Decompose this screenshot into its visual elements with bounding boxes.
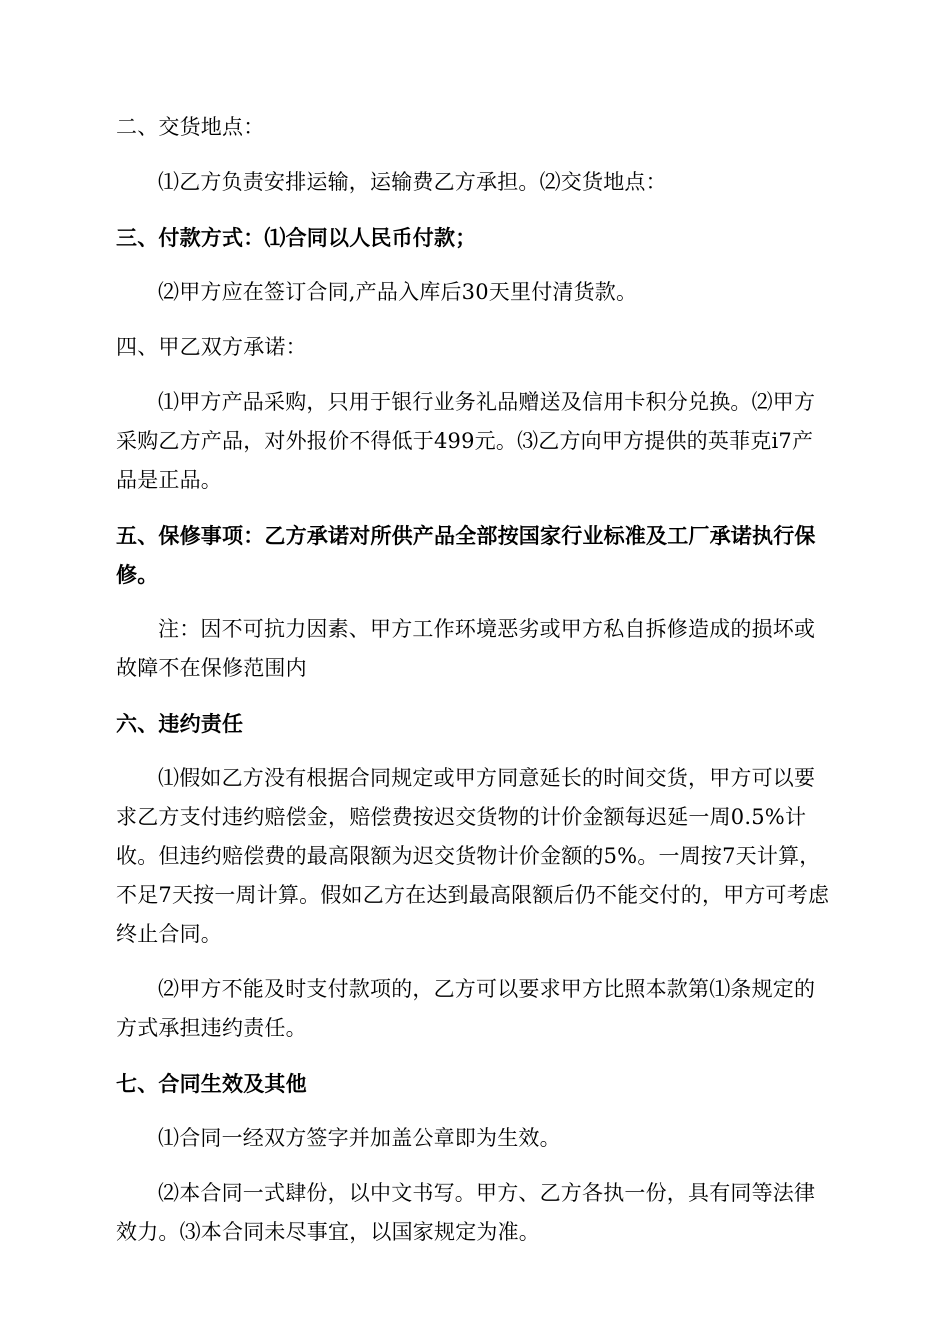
- breach-heading: 六、违约责任: [116, 711, 244, 736]
- warranty-note: 注：因不可抗力因素、甲方工作环境恶劣或甲方私自拆修造成的损坏或故障不在保修范围内: [116, 617, 816, 680]
- delivery-heading: 二、交货地点：: [116, 115, 265, 139]
- breach-body-2: ⑵甲方不能及时支付款项的，乙方可以要求甲方比照本款第⑴条规定的方式承担违约责任。: [116, 977, 816, 1040]
- commit-heading: 四、甲乙双方承诺：: [116, 335, 307, 359]
- effect-heading: 七、合同生效及其他: [116, 1071, 307, 1096]
- commit-body: ⑴甲方产品采购，只用于银行业务礼品赠送及信用卡积分兑换。⑵甲方采购乙方产品，对外报价不得低于499元。⑶乙方向甲方提供的英菲克i7产品是正品。: [116, 390, 816, 492]
- effect-body-2: ⑵本合同一式肆份，以中文书写。甲方、乙方各执一份，具有同等法律效力。⑶本合同未尽事宜，以国家规定为准。: [116, 1181, 816, 1244]
- delivery-body: ⑴乙方负责安排运输，运输费乙方承担。⑵交货地点：: [158, 170, 667, 194]
- warranty-heading: 五、保修事项：乙方承诺对所供产品全部按国家行业标准及工厂承诺执行保修。: [116, 523, 816, 587]
- effect-body-1: ⑴合同一经双方签字并加盖公章即为生效。: [158, 1126, 561, 1150]
- payment-body: ⑵甲方应在签订合同,产品入库后30天里付清货款。: [158, 280, 638, 304]
- payment-heading: 三、付款方式：⑴合同以人民币付款；: [116, 225, 477, 250]
- breach-body-1: ⑴假如乙方没有根据合同规定或甲方同意延长的时间交货，甲方可以要求乙方支付违约赔偿金，赔偿费按迟交货物的计价金额每迟延一周0.5%计收。但违约赔偿费的最高限额为迟交货物计价金额的5%。一周按7天计算，不足7天按一周计算。假如乙方在达到最高限额后仍不能交付的，甲方可考虑终止合同。: [116, 766, 830, 946]
- document-page: [116, 108, 834, 1252]
